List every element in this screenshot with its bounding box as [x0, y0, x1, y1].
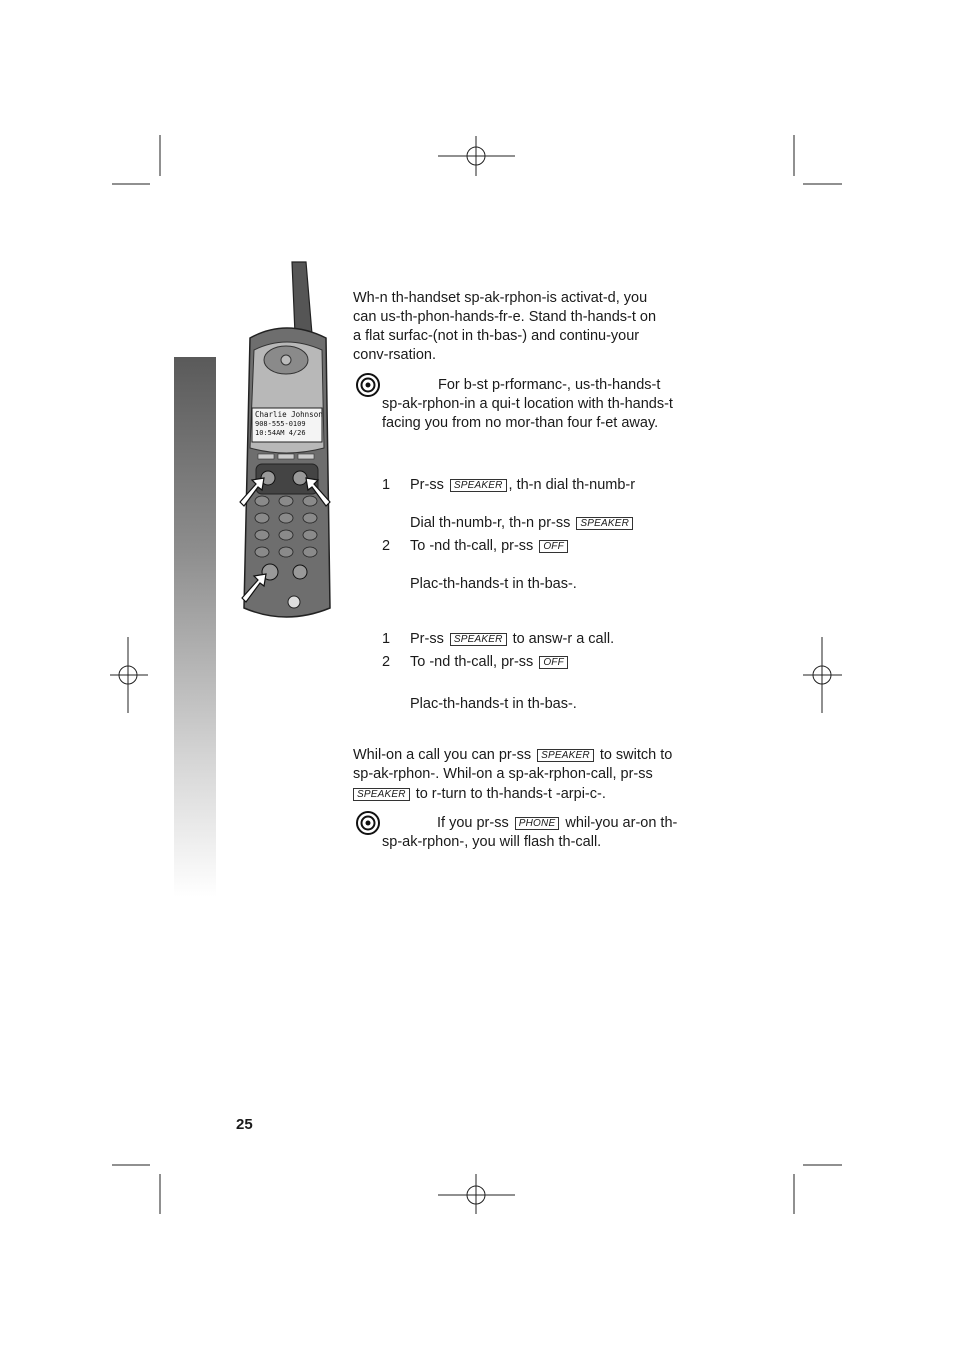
- call-step-1-alt: Dial th-numb-r, th-n pr-ss SPEAKER: [410, 514, 635, 533]
- step-number: 2: [382, 538, 391, 554]
- answer-step-2-sub: Plac-th-hands-t in th-bas-.: [410, 696, 577, 712]
- display-line-3: 10:54AM 4/26: [255, 429, 306, 437]
- tip-2-line-1: If you pr-ss PHONE whil-you ar-on th-: [437, 815, 678, 831]
- speaker-key: SPEAKER: [450, 633, 507, 646]
- intro-line-1: Wh-n th-handset sp-ak-rphon-is activat-d, you: [353, 290, 648, 306]
- page-number: 25: [236, 1116, 253, 1133]
- call-step-2-sub: Plac-th-hands-t in th-bas-.: [410, 576, 577, 592]
- call-step-1: Pr-ss SPEAKER , th-n dial th-numb-r: [410, 477, 636, 493]
- sidebar-gradient-bar: [174, 357, 216, 897]
- speaker-key: SPEAKER: [353, 788, 410, 801]
- call-step-2: To -nd th-call, pr-ss OFF: [410, 537, 570, 556]
- off-key: OFF: [539, 656, 568, 669]
- answer-step-2: To -nd th-call, pr-ss OFF: [410, 653, 570, 672]
- intro-line-3: a flat surfac-(not in th-bas-) and continu-your: [353, 328, 640, 344]
- phone-key: PHONE: [515, 817, 560, 830]
- handset-illustration: [236, 258, 336, 620]
- display-line-1: Charlie Johnson: [255, 410, 323, 419]
- switch-line-2: sp-ak-rphon-. Whil-on a sp-ak-rphon-call, pr-ss: [353, 766, 653, 782]
- step-number: 1: [382, 477, 391, 493]
- answer-step-1: Pr-ss SPEAKER to answ-r a call.: [410, 631, 615, 647]
- intro-line-4: conv-rsation.: [353, 347, 437, 363]
- speaker-key: SPEAKER: [450, 479, 507, 492]
- switch-line-3: SPEAKER to r-turn to th-hands-t -arpi-c-.: [353, 785, 713, 804]
- speaker-key: SPEAKER: [576, 517, 633, 530]
- tip-1-line-2: sp-ak-rphon-in a qui-t location with th-hands-t: [382, 396, 673, 412]
- switch-line-1: Whil-on a call you can pr-ss SPEAKER to switch to: [353, 747, 673, 763]
- intro-paragraph: [353, 289, 713, 365]
- speaker-key: SPEAKER: [537, 749, 594, 762]
- target-note-icon: [355, 372, 381, 398]
- step-number: 1: [382, 631, 391, 647]
- display-line-2: 908-555-0109: [255, 420, 306, 428]
- tip-1-line-1: For b-st p-rformanc-, us-th-hands-t: [438, 377, 661, 393]
- tip-1-line-3: facing you from no mor-than four f-et away.: [382, 415, 659, 431]
- off-key: OFF: [539, 540, 568, 553]
- intro-line-2: can us-th-phon-hands-fr-e. Stand th-hands-t on: [353, 309, 657, 325]
- step-number: 2: [382, 654, 391, 670]
- tip-2-line-2: sp-ak-rphon-, you will flash th-call.: [382, 834, 602, 850]
- target-note-icon: [355, 810, 381, 836]
